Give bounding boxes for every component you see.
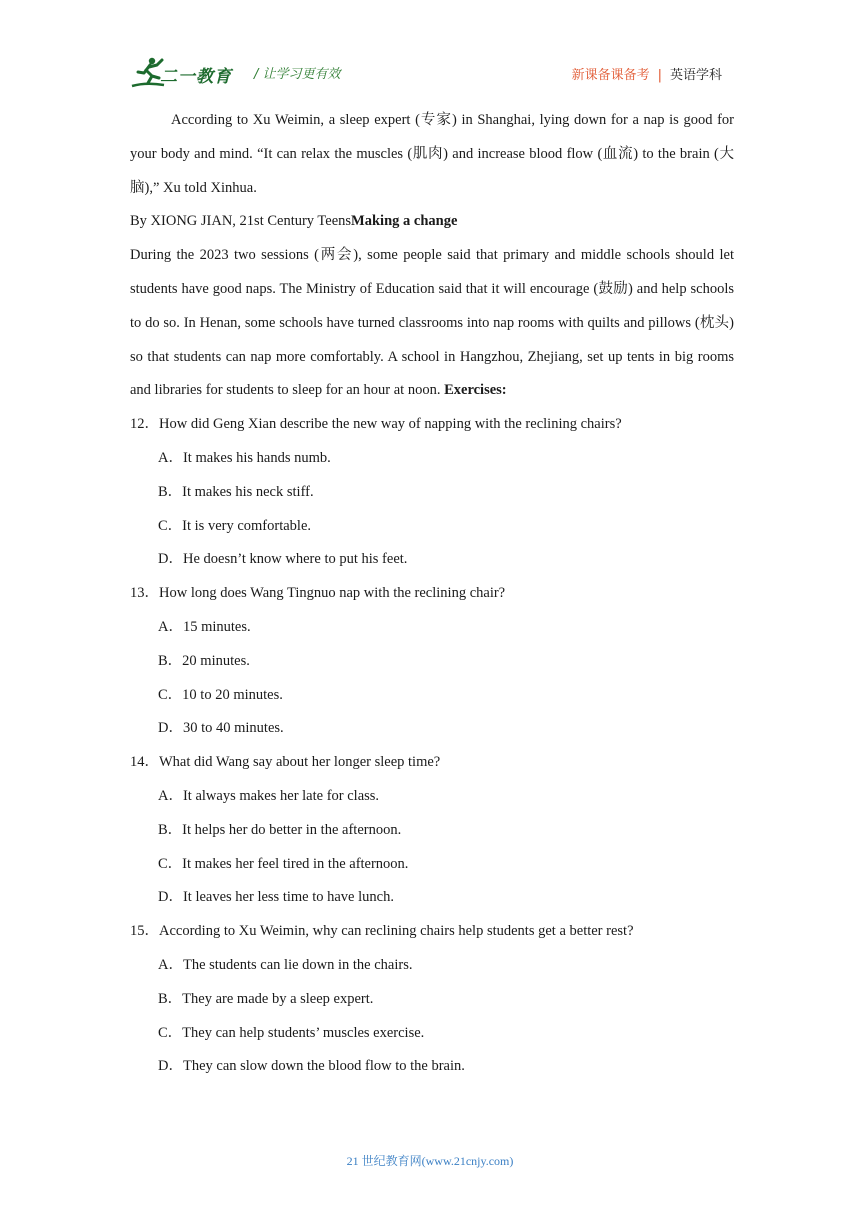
option-b: B．It helps her do better in the afternoon. [158, 821, 402, 838]
passage-paragraph-1: According to Xu Weimin, a sleep expert (专家) in Shanghai, lying down for a nap is good for your body and mind. “It can relax the muscles (肌肉) and increase blood flow (血流) to the brain (大脑),” Xu told Xinhua. [130, 112, 734, 196]
option-d: D．He doesn’t know where to put his feet. [158, 551, 408, 568]
header-divider: | [657, 68, 662, 83]
exercises-label: Exercises: [444, 382, 507, 399]
header-subject-label: 英语学科 [669, 68, 722, 83]
option-c: C．They can help students’ muscles exercise. [158, 1024, 425, 1041]
question-13 [130, 577, 734, 746]
option-a: A．15 minutes. [158, 618, 251, 635]
question-12 [130, 408, 734, 577]
header-course-label: 新课备课备考 [571, 68, 650, 83]
option-d: D．They can slow down the blood flow to the brain. [158, 1058, 465, 1075]
slogan: / 让学习更有效 [254, 67, 341, 82]
question-stem: 14．What did Wang say about her longer sleep time? [130, 754, 441, 771]
question-stem: 12．How did Geng Xian describe the new way of napping with the reclining chairs? [130, 416, 622, 433]
page-footer: 21 世纪教育网(www.21cnjy.com) [346, 1154, 514, 1168]
option-b: B．It makes his neck stiff. [158, 483, 314, 500]
option-a: A．It makes his hands numb. [158, 449, 331, 466]
byline: By XIONG JIAN, 21st Century Teens [130, 213, 352, 230]
option-b: B．They are made by a sleep expert. [158, 990, 374, 1007]
option-c: C．It is very comfortable. [158, 517, 312, 534]
option-a: A．The students can lie down in the chairs. [158, 956, 413, 973]
passage-byline-line [130, 205, 734, 239]
question-15 [130, 915, 734, 1084]
logo-text: 二一教育 [160, 67, 232, 87]
option-c: C．It makes her feel tired in the afternoon. [158, 855, 409, 872]
option-a: A．It always makes her late for class. [158, 787, 380, 804]
page-header [130, 56, 730, 90]
option-b: B．20 minutes. [158, 652, 250, 669]
question-stem: 15．According to Xu Weimin, why can reclining chairs help students get a better rest? [130, 923, 634, 940]
paragraph-2-text: During the 2023 two sessions (两会), some people said that primary and middle schools should let students have good naps. The Ministry of Education said that it will encourage (鼓励) and help schools to do so. In Henan, some schools have turned classrooms into nap rooms with quilts and pillows (枕头) so that students can nap more comfortably. A school in Hangzhou, Zhejiang, set up tents in big rooms and libraries for students to sleep for an hour at noon. [130, 247, 734, 399]
question-stem: 13．How long does Wang Tingnuo nap with the reclining chair? [130, 585, 506, 602]
question-14 [130, 746, 734, 915]
logo [130, 56, 248, 90]
option-c: C．10 to 20 minutes. [158, 686, 283, 703]
section-title: Making a change [351, 213, 458, 230]
option-d: D．It leaves her less time to have lunch. [158, 889, 394, 906]
document-body [130, 104, 734, 1084]
option-d: D．30 to 40 minutes. [158, 720, 284, 737]
header-subject [572, 64, 722, 83]
passage-paragraph-2 [130, 239, 734, 408]
